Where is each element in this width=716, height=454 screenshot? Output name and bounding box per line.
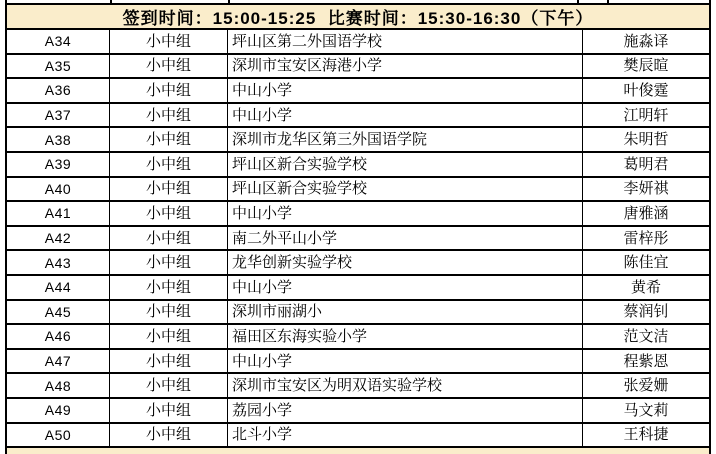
column-divider-fragment xyxy=(607,0,609,3)
school-cell: 中山小学 xyxy=(228,276,583,301)
next-header-row-fragment xyxy=(5,448,711,454)
contestant-name-cell: 葛明君 xyxy=(583,153,711,178)
school-cell: 深圳市宝安区海港小学 xyxy=(228,55,583,80)
school-cell: 福田区东海实验小学 xyxy=(228,325,583,350)
contestant-id-cell: A38 xyxy=(5,128,110,153)
table-row xyxy=(5,301,711,326)
contestant-id-cell: A50 xyxy=(5,424,110,449)
group-cell: 小中组 xyxy=(110,55,228,80)
school-cell: 龙华创新实验学校 xyxy=(228,251,583,276)
contestant-id-cell: A41 xyxy=(5,202,110,227)
contestant-id-cell: A42 xyxy=(5,227,110,252)
contestant-name-cell: 李妍祺 xyxy=(583,178,711,203)
group-cell: 小中组 xyxy=(110,30,228,55)
group-cell: 小中组 xyxy=(110,399,228,424)
contestant-name-cell: 王科捷 xyxy=(583,424,711,449)
school-cell: 中山小学 xyxy=(228,104,583,129)
school-cell: 中山小学 xyxy=(228,79,583,104)
contestant-name-cell: 施淼译 xyxy=(583,30,711,55)
contestant-id-cell: A48 xyxy=(5,374,110,399)
contestant-name-cell: 蔡润钊 xyxy=(583,301,711,326)
contestant-name-cell: 江明轩 xyxy=(583,104,711,129)
table-row xyxy=(5,178,711,203)
session-time-text: 签到时间：15:00-15:25 比赛时间：15:30-16:30（下午） xyxy=(122,9,594,28)
group-cell: 小中组 xyxy=(110,227,228,252)
contestant-name-cell: 樊辰暄 xyxy=(583,55,711,80)
contestant-name-cell: 马文莉 xyxy=(583,399,711,424)
table-row xyxy=(5,153,711,178)
school-cell: 中山小学 xyxy=(228,350,583,375)
contestant-name-cell: 范文洁 xyxy=(583,325,711,350)
school-cell: 南二外平山小学 xyxy=(228,227,583,252)
contestant-id-cell: A43 xyxy=(5,251,110,276)
group-cell: 小中组 xyxy=(110,374,228,399)
contestant-name-cell: 唐雅涵 xyxy=(583,202,711,227)
school-cell: 深圳市丽湖小 xyxy=(228,301,583,326)
contestant-id-cell: A49 xyxy=(5,399,110,424)
previous-row-fragment xyxy=(5,0,711,3)
group-cell: 小中组 xyxy=(110,153,228,178)
table-row xyxy=(5,202,711,227)
contestant-name-cell: 雷梓彤 xyxy=(583,227,711,252)
table-row xyxy=(5,30,711,55)
column-divider-fragment xyxy=(577,0,579,3)
group-cell: 小中组 xyxy=(110,202,228,227)
school-cell: 深圳市宝安区为明双语实验学校 xyxy=(228,374,583,399)
contestant-id-cell: A36 xyxy=(5,79,110,104)
table-row xyxy=(5,79,711,104)
school-cell: 北斗小学 xyxy=(228,424,583,449)
table-row xyxy=(5,399,711,424)
schedule-table xyxy=(5,0,711,454)
contestant-id-cell: A47 xyxy=(5,350,110,375)
contestant-name-cell: 张爱姗 xyxy=(583,374,711,399)
contestant-name-cell: 陈佳宜 xyxy=(583,251,711,276)
contestant-id-cell: A46 xyxy=(5,325,110,350)
group-cell: 小中组 xyxy=(110,301,228,326)
table-row xyxy=(5,325,711,350)
table-row xyxy=(5,104,711,129)
contestant-id-cell: A40 xyxy=(5,178,110,203)
contestant-id-cell: A37 xyxy=(5,104,110,129)
group-cell: 小中组 xyxy=(110,325,228,350)
column-divider-fragment xyxy=(110,0,112,3)
contestant-name-cell: 程紫恩 xyxy=(583,350,711,375)
school-cell: 坪山区第二外国语学校 xyxy=(228,30,583,55)
school-cell: 坪山区新合实验学校 xyxy=(228,178,583,203)
group-cell: 小中组 xyxy=(110,350,228,375)
group-cell: 小中组 xyxy=(110,104,228,129)
contestant-id-cell: A44 xyxy=(5,276,110,301)
group-cell: 小中组 xyxy=(110,128,228,153)
group-cell: 小中组 xyxy=(110,178,228,203)
table-right-border-fragment xyxy=(709,0,711,3)
contestant-id-cell: A34 xyxy=(5,30,110,55)
contestant-name-cell: 叶俊霆 xyxy=(583,79,711,104)
table-row xyxy=(5,227,711,252)
contestant-name-cell: 黄希 xyxy=(583,276,711,301)
group-cell: 小中组 xyxy=(110,276,228,301)
contestant-name-cell: 朱明哲 xyxy=(583,128,711,153)
school-cell: 坪山区新合实验学校 xyxy=(228,153,583,178)
school-cell: 荔园小学 xyxy=(228,399,583,424)
table-row xyxy=(5,350,711,375)
session-time-header xyxy=(5,3,711,30)
table-row xyxy=(5,424,711,449)
school-cell: 深圳市龙华区第三外国语学院 xyxy=(228,128,583,153)
contestant-id-cell: A35 xyxy=(5,55,110,80)
school-cell: 中山小学 xyxy=(228,202,583,227)
table-row xyxy=(5,55,711,80)
group-cell: 小中组 xyxy=(110,424,228,449)
contestant-id-cell: A45 xyxy=(5,301,110,326)
column-divider-fragment xyxy=(228,0,230,3)
contestant-id-cell: A39 xyxy=(5,153,110,178)
group-cell: 小中组 xyxy=(110,79,228,104)
table-row xyxy=(5,128,711,153)
table-left-border-fragment xyxy=(5,0,7,3)
table-row xyxy=(5,276,711,301)
table-row xyxy=(5,251,711,276)
table-row xyxy=(5,374,711,399)
group-cell: 小中组 xyxy=(110,251,228,276)
rows xyxy=(5,30,711,448)
